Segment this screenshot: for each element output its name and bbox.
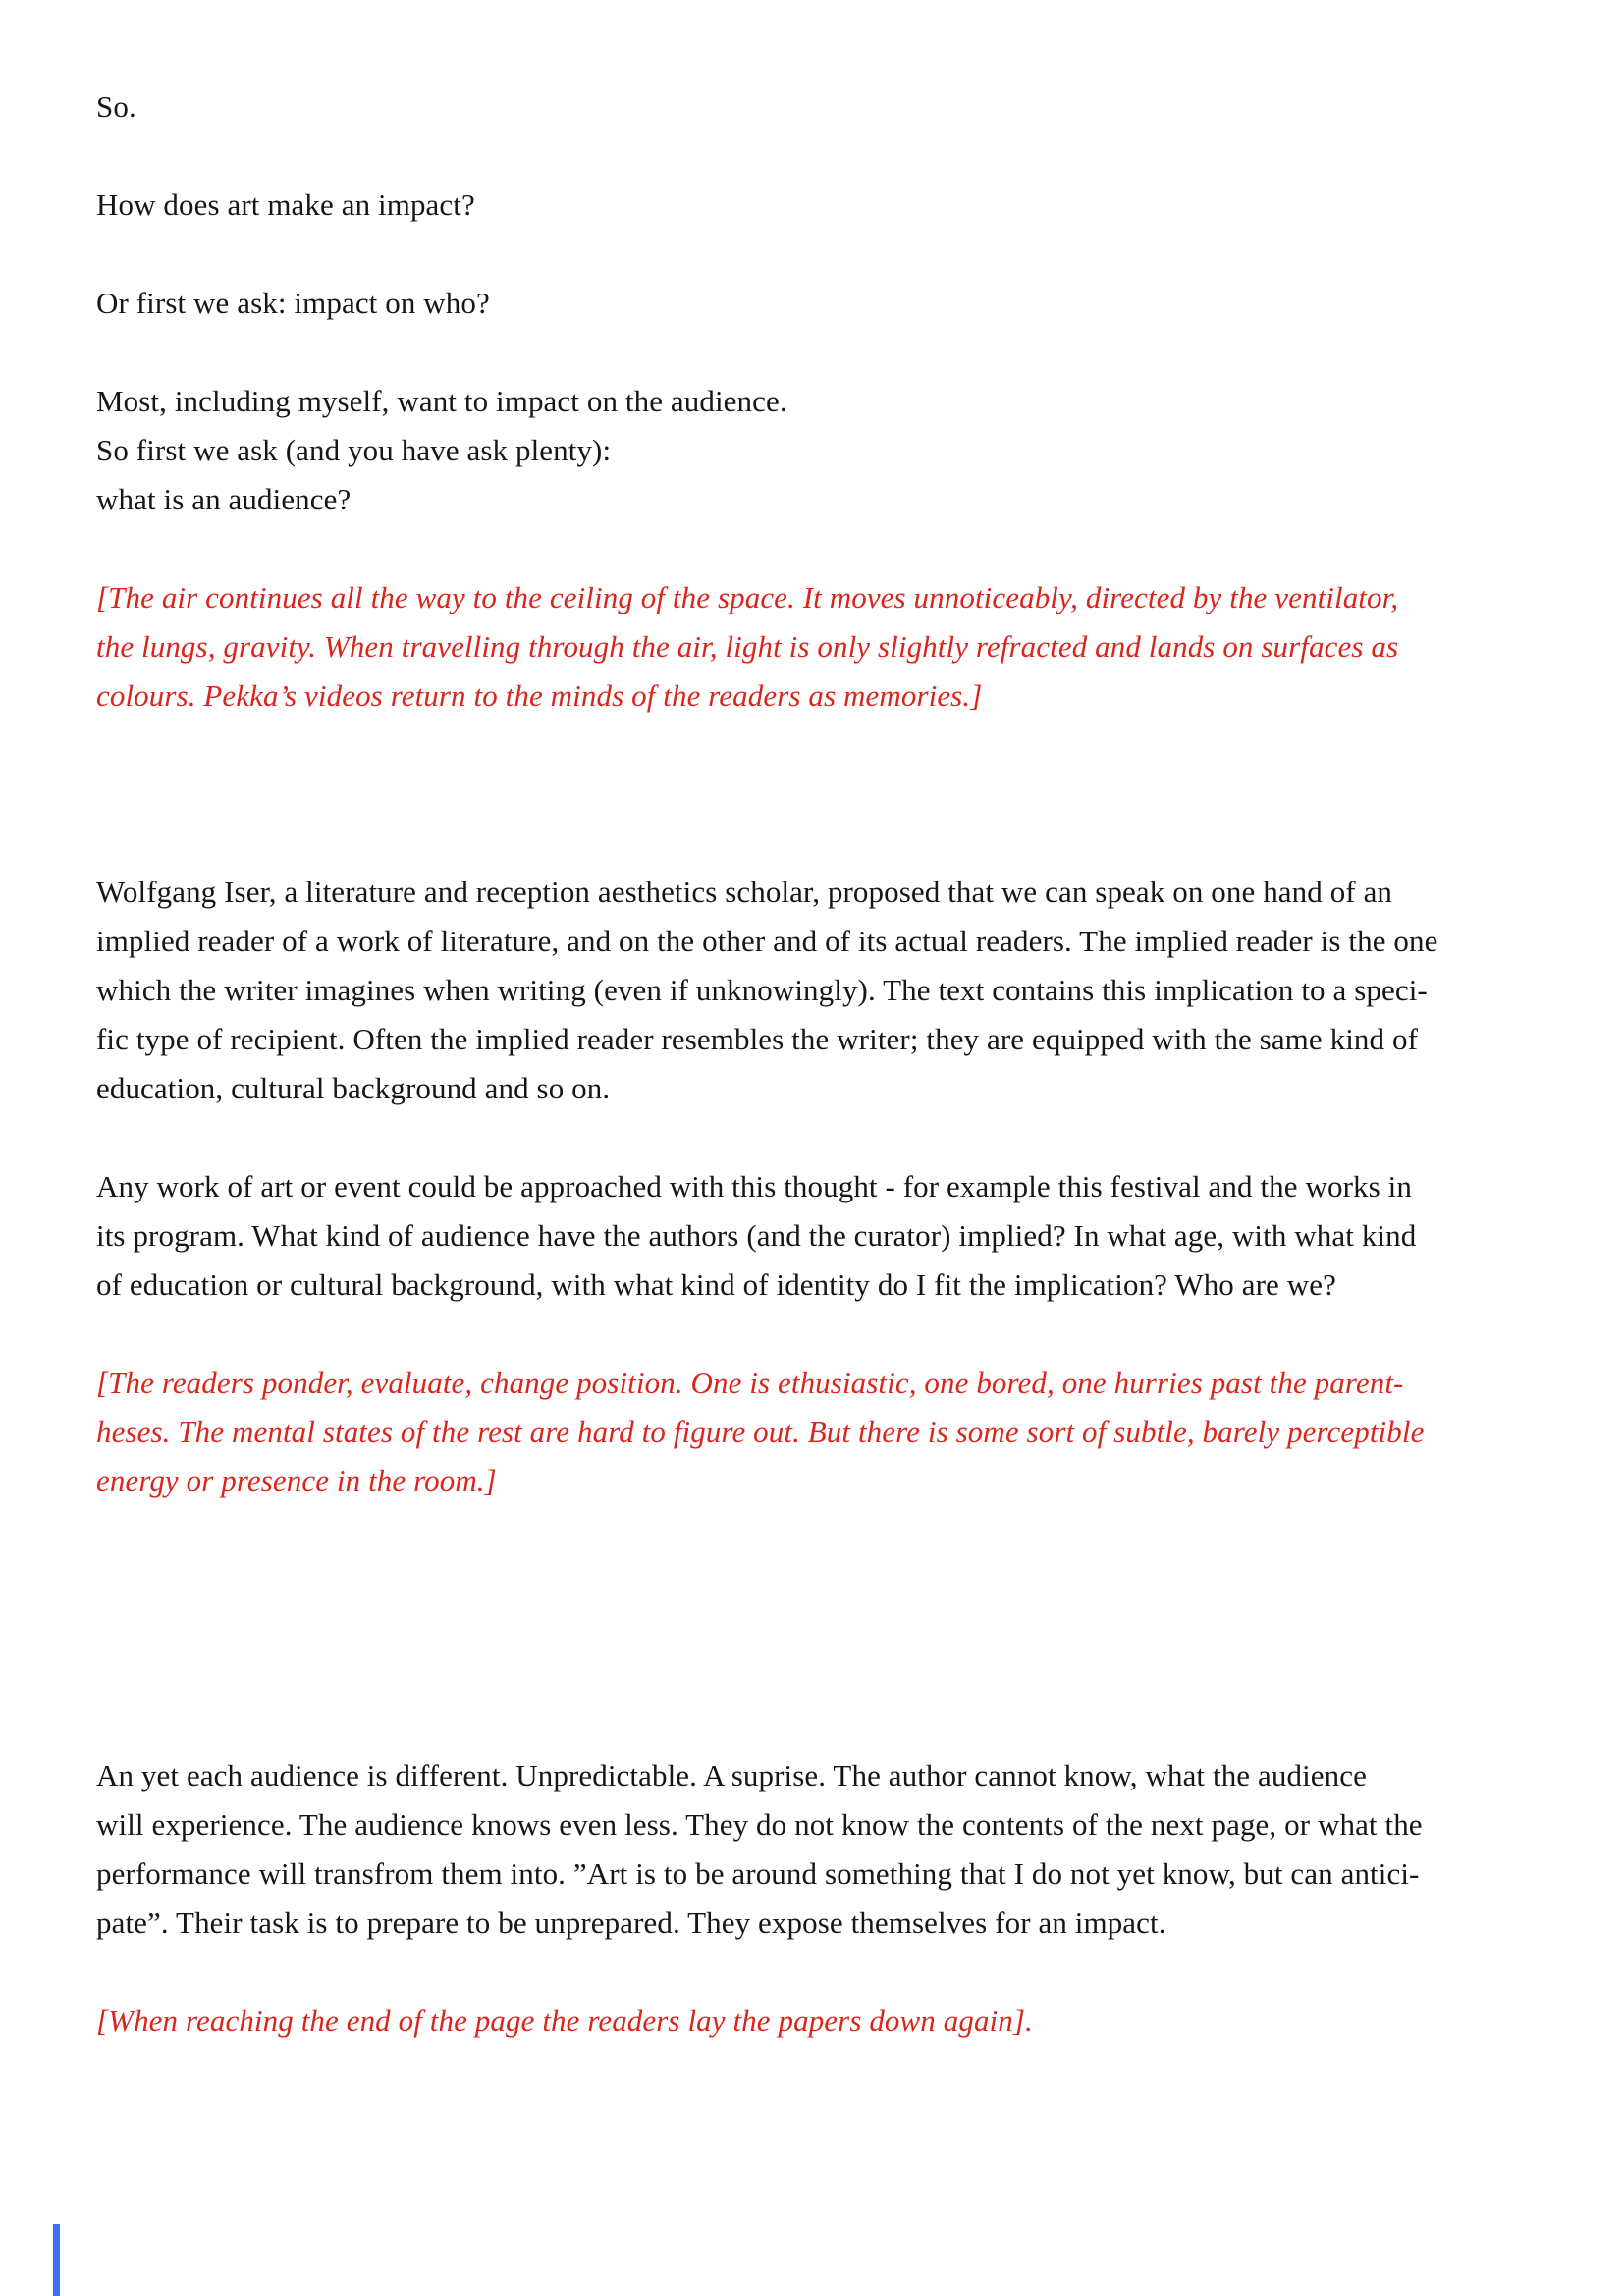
text-line: [96, 917, 1516, 966]
text-segment: heses. The mental states of the rest are hard to figure out. But there is some sort of subtle, barely perceptible: [96, 1415, 1425, 1449]
text-line: [96, 1898, 1516, 1948]
text-line: [96, 426, 1516, 475]
text-line: [96, 1162, 1516, 1211]
italic-text-segment: actual readers: [894, 924, 1065, 958]
paragraph-any-work-of-art: [96, 1162, 1516, 1309]
text-line: [96, 671, 1516, 721]
text-segment: Most, including myself, want to impact on the audience.: [96, 384, 787, 418]
paragraph-red-note-end-of-page: [96, 1997, 1516, 2046]
blue-marker: [53, 2224, 60, 2296]
text-line: [96, 622, 1516, 671]
paragraph-most-including-myself: [96, 377, 1516, 524]
text-line: [96, 1800, 1516, 1849]
paragraph-an-yet-each-audience: [96, 1751, 1516, 1948]
text-line: [96, 1260, 1516, 1309]
paragraph-so: [96, 82, 1516, 132]
text-segment: [The readers ponder, evaluate, change position. One is ethusiastic, one bored, one hurries past the parent-: [96, 1365, 1404, 1400]
text-segment: fic type of recipient. Often the implied reader resembles the writer; they are equipped with the same kind of: [96, 1022, 1418, 1056]
text-segment: education, cultural background and so on.: [96, 1071, 611, 1105]
text-segment: of education or cultural background, with what kind of identity do I fit the implication? Who are we?: [96, 1267, 1336, 1302]
paragraph-red-note-air: [96, 573, 1516, 721]
text-segment: Or first we ask: impact on who?: [96, 286, 490, 320]
text-segment: the lungs, gravity. When travelling through the air, light is only slightly refracted and lands on surfaces as: [96, 629, 1399, 664]
text-segment: of a work of literature, and on the other and of its: [274, 924, 895, 958]
text-segment: So.: [96, 89, 136, 124]
text-line: [96, 181, 1516, 230]
text-segment: So first we ask (and you have ask plenty):: [96, 433, 612, 467]
paragraph-or-first-we-ask: [96, 279, 1516, 328]
text-segment: performance will transfrom them into.: [96, 1856, 573, 1891]
text-segment: . The implied reader is the one: [1064, 924, 1438, 958]
text-line: [96, 1064, 1516, 1113]
text-segment: [The air continues all the way to the ceiling of the space. It moves unnoticeably, directed by the ventilator,: [96, 580, 1399, 614]
italic-text-segment: ”Art is to be around something that I do not yet know, but can antici-: [572, 1856, 1420, 1891]
text-line: [96, 279, 1516, 328]
text-line: [96, 1359, 1516, 1408]
text-segment: . Their task is to prepare to be unprepared. They expose themselves for an impact.: [160, 1905, 1166, 1940]
text-segment: Wolfgang Iser, a literature and reception aesthetics scholar, proposed that we can speak on one hand of an: [96, 875, 1393, 909]
text-segment: energy or presence in the room.]: [96, 1464, 497, 1498]
text-segment: How does art make an impact?: [96, 187, 475, 222]
text-line: [96, 1997, 1516, 2046]
text-line: [96, 1751, 1516, 1800]
text-segment: what is an audience?: [96, 482, 352, 516]
text-segment: which the writer imagines when writing (even if unknowingly). The text contains this implication to a speci-: [96, 973, 1428, 1007]
paragraph-red-note-readers-ponder: [96, 1359, 1516, 1506]
text-line: [96, 966, 1516, 1015]
text-line: [96, 1015, 1516, 1064]
italic-text-segment: pate”: [96, 1905, 161, 1940]
paragraph-wolfgang-iser: [96, 868, 1516, 1113]
text-line: [96, 1849, 1516, 1898]
text-segment: [When reaching the end of the page the readers lay the papers down again].: [96, 2003, 1033, 2038]
text-segment: Any work of art or event could be approached with this thought - for example this festival and the works in: [96, 1169, 1412, 1203]
text-line: [96, 1408, 1516, 1457]
text-line: [96, 1457, 1516, 1506]
text-segment: its program. What kind of audience have the authors (and the curator) implied? In what age, with what kind: [96, 1218, 1417, 1253]
text-line: [96, 377, 1516, 426]
text-segment: An yet each audience is different. Unpredictable. A suprise. The author cannot know, what the audience: [96, 1758, 1367, 1792]
text-line: [96, 475, 1516, 524]
text-line: [96, 1211, 1516, 1260]
text-line: [96, 868, 1516, 917]
text-segment: colours. Pekka’s videos return to the minds of the readers as memories.]: [96, 678, 983, 713]
text-line: [96, 573, 1516, 622]
text-segment: will experience. The audience knows even less. They do not know the contents of the next page, or what the: [96, 1807, 1423, 1842]
document-body: [96, 82, 1516, 2046]
italic-text-segment: implied reader: [96, 924, 275, 958]
text-line: [96, 82, 1516, 132]
paragraph-how-does-art: [96, 181, 1516, 230]
